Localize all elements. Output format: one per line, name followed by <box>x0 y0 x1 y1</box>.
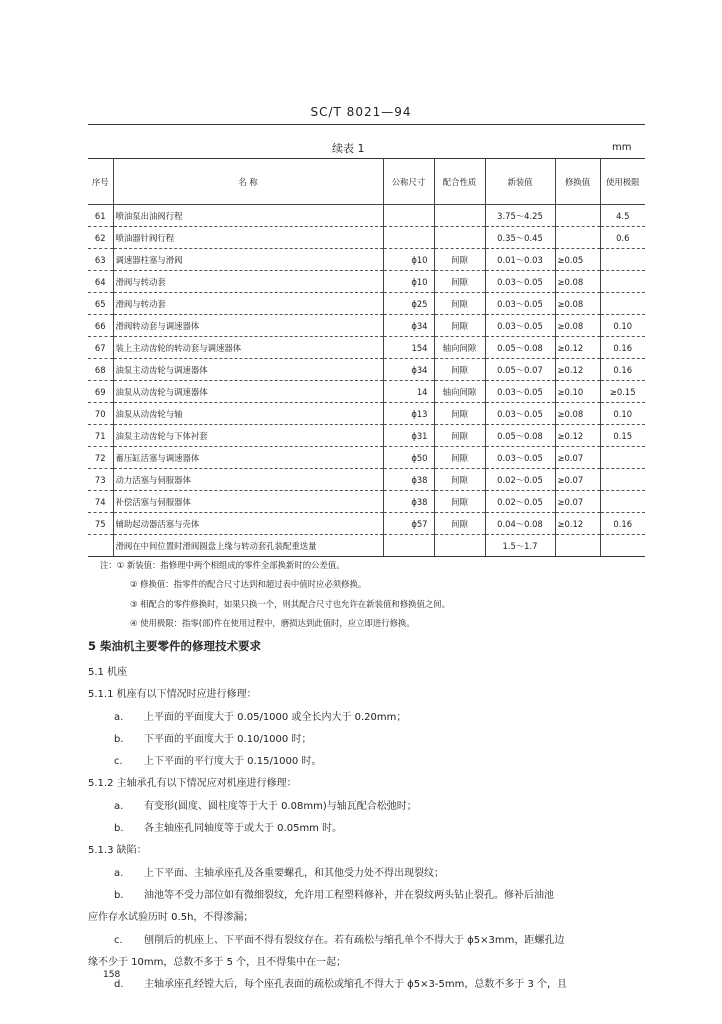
cell-new: 0.01～0.03 <box>485 249 555 271</box>
cell-repl: ≥0.07 <box>555 469 600 491</box>
table-row <box>88 227 645 249</box>
cell-name: 喷油泵出油阀行程 <box>113 205 383 227</box>
table-row <box>88 271 645 293</box>
cell-name: 油泵主动齿轮与调速器体 <box>113 359 383 381</box>
item-label: a. <box>114 867 124 879</box>
cell-size <box>383 205 434 227</box>
note-2: ② 修换值：指零件的配合尺寸达到和超过表中值时应必须修换。 <box>130 579 367 590</box>
cell-fit: 间隙 <box>434 403 485 425</box>
cell-limit: 0.16 <box>600 513 645 535</box>
cell-new: 0.03～0.05 <box>485 447 555 469</box>
cell-name: 滑阀在中间位置时滑阀圆盘上缘与转动套孔装配重迭量 <box>113 535 383 557</box>
list-item-continued <box>88 907 654 929</box>
table-row <box>88 381 645 403</box>
cell-size <box>383 227 434 249</box>
item-label: b. <box>114 889 124 901</box>
cell-no: 63 <box>88 249 113 271</box>
cell-limit: 0.16 <box>600 359 645 381</box>
cell-no: 73 <box>88 469 113 491</box>
table-row <box>88 447 645 469</box>
cell-name: 蓄压缸活塞与调速器体 <box>113 447 383 469</box>
cell-new: 3.75～4.25 <box>485 205 555 227</box>
table-row <box>88 513 645 535</box>
cell-fit: 轴向间隙 <box>434 381 485 403</box>
cell-no: 75 <box>88 513 113 535</box>
cell-repl: ≥0.05 <box>555 249 600 271</box>
cell-fit: 间隙 <box>434 513 485 535</box>
item-text: 上平面的平面度大于 0.05/1000 或全长内大于 0.20mm； <box>144 711 407 723</box>
col-header-fit: 配合性质 <box>434 159 485 205</box>
cell-name: 油泵从动齿轮与轴 <box>113 403 383 425</box>
cell-size: ϕ31 <box>383 425 434 447</box>
list-item <box>88 751 654 773</box>
note-1: 注：① 新装值：指修理中两个相组成的零件全部换新时的公差值。 <box>100 560 345 570</box>
table-row <box>88 491 645 513</box>
cell-repl <box>555 205 600 227</box>
standard-code: SC/T 8021—94 <box>310 105 412 119</box>
list-item <box>88 974 654 996</box>
cell-new: 0.05～0.07 <box>485 359 555 381</box>
cell-fit: 间隙 <box>434 469 485 491</box>
cell-size: ϕ34 <box>383 359 434 381</box>
col-header-repl: 修换值 <box>555 159 600 205</box>
cell-no: 74 <box>88 491 113 513</box>
cell-new: 0.02～0.05 <box>485 469 555 491</box>
list-item-continued <box>88 952 654 974</box>
cell-new: 0.05～0.08 <box>485 337 555 359</box>
cell-no: 62 <box>88 227 113 249</box>
table-row <box>88 425 645 447</box>
cell-fit: 间隙 <box>434 249 485 271</box>
cell-size: ϕ38 <box>383 491 434 513</box>
table-row <box>88 337 645 359</box>
list-item <box>88 818 654 840</box>
section-5-heading: 5 柴油机主要零件的修理技术要求 <box>88 639 262 653</box>
header-rule <box>88 124 645 125</box>
clause-5-1: 5.1 机座 <box>88 667 128 678</box>
cell-no: 65 <box>88 293 113 315</box>
cell-repl: ≥0.10 <box>555 381 600 403</box>
clause-5-1-2: 5.1.2 主轴承孔有以下情况应对机座进行修理： <box>88 778 297 790</box>
cell-no: 61 <box>88 205 113 227</box>
cell-fit: 间隙 <box>434 271 485 293</box>
cell-name: 喷油器针阀行程 <box>113 227 383 249</box>
cell-limit <box>600 535 645 557</box>
table-body <box>88 205 645 557</box>
col-header-size: 公称尺寸 <box>383 159 434 205</box>
item-text: 有变形(圆度、圆柱度等于大于 0.08mm)与轴瓦配合松弛时； <box>144 800 417 812</box>
item-text: 刨削后的机座上、下平面不得有裂纹存在。若有疏松与缩孔单个不得大于 ϕ5×3mm，距螺孔边 <box>144 934 565 946</box>
cell-size: ϕ10 <box>383 249 434 271</box>
cell-fit: 间隙 <box>434 491 485 513</box>
cell-no: 72 <box>88 447 113 469</box>
col-header-name: 名 称 <box>113 159 383 205</box>
cell-name: 油泵从动齿轮与调速器体 <box>113 381 383 403</box>
cell-no: 67 <box>88 337 113 359</box>
cell-new: 0.03～0.05 <box>485 271 555 293</box>
cell-fit: 间隙 <box>434 447 485 469</box>
cell-no: 70 <box>88 403 113 425</box>
cell-new: 0.05～0.08 <box>485 425 555 447</box>
cell-repl: ≥0.12 <box>555 337 600 359</box>
cell-new: 0.35～0.45 <box>485 227 555 249</box>
cell-repl: ≥0.12 <box>555 359 600 381</box>
item-label: a. <box>114 800 124 812</box>
cell-fit: 间隙 <box>434 359 485 381</box>
cell-size: ϕ25 <box>383 293 434 315</box>
table-row <box>88 403 645 425</box>
cell-size <box>383 535 434 557</box>
item-text: 上下平面、主轴承座孔及各重要螺孔，和其他受力处不得出现裂纹； <box>144 867 444 879</box>
cell-new: 1.5～1.7 <box>485 535 555 557</box>
cell-size: ϕ38 <box>383 469 434 491</box>
cell-fit <box>434 205 485 227</box>
cell-name: 动力活塞与伺服器体 <box>113 469 383 491</box>
cell-limit: 0.10 <box>600 315 645 337</box>
cell-repl <box>555 227 600 249</box>
cell-new: 0.04～0.08 <box>485 513 555 535</box>
cell-size: 154 <box>383 337 434 359</box>
cell-repl: ≥0.12 <box>555 513 600 535</box>
item-label: b. <box>114 733 124 745</box>
cell-no: 68 <box>88 359 113 381</box>
table-row <box>88 469 645 491</box>
cell-limit: 0.15 <box>600 425 645 447</box>
cell-new: 0.03～0.05 <box>485 381 555 403</box>
cell-fit <box>434 227 485 249</box>
table-row <box>88 293 645 315</box>
spec-table <box>88 158 645 557</box>
item-label: c. <box>114 756 123 768</box>
item-text: 下平面的平面度大于 0.10/1000 时； <box>144 733 312 745</box>
cell-limit <box>600 271 645 293</box>
col-header-no: 序号 <box>88 159 113 205</box>
cell-no: 66 <box>88 315 113 337</box>
cell-fit: 间隙 <box>434 425 485 447</box>
cell-limit <box>600 447 645 469</box>
cell-limit: ≥0.15 <box>600 381 645 403</box>
item-label: c. <box>114 934 123 946</box>
cell-no <box>88 535 113 557</box>
cell-size: ϕ50 <box>383 447 434 469</box>
cell-limit: 0.10 <box>600 403 645 425</box>
list-item <box>88 863 654 885</box>
cell-limit <box>600 293 645 315</box>
list-item <box>88 729 654 751</box>
item-label: b. <box>114 823 124 835</box>
cell-name: 滑阀与转动套 <box>113 293 383 315</box>
item-text: 上下平面的平行度大于 0.15/1000 时。 <box>144 756 322 768</box>
cell-new: 0.03～0.05 <box>485 315 555 337</box>
list-item <box>88 796 654 818</box>
cell-no: 69 <box>88 381 113 403</box>
col-header-new: 新装值 <box>485 159 555 205</box>
cell-name: 辅助起动器活塞与壳体 <box>113 513 383 535</box>
cell-size: ϕ34 <box>383 315 434 337</box>
cell-repl: ≥0.07 <box>555 491 600 513</box>
cell-name: 装上主动齿轮的转动套与调速器体 <box>113 337 383 359</box>
table-row <box>88 535 645 557</box>
list-item <box>88 885 654 907</box>
clause-5-1-3: 5.1.3 缺陷： <box>88 845 147 857</box>
cell-size: ϕ57 <box>383 513 434 535</box>
list-item <box>88 707 654 729</box>
cell-repl: ≥0.12 <box>555 425 600 447</box>
col-header-limit: 使用极限 <box>600 159 645 205</box>
table-row <box>88 315 645 337</box>
item-text: 油池等不受力部位如有微细裂纹，允许用工程塑料修补，并在裂纹两头钻止裂孔。修补后油池 <box>144 889 554 901</box>
cell-limit <box>600 249 645 271</box>
section-5-body <box>88 662 654 996</box>
item-text: 缘不少于 10mm，总数不多于 5 个，且不得集中在一起； <box>88 956 347 968</box>
cell-limit: 4.5 <box>600 205 645 227</box>
cell-new: 0.03～0.05 <box>485 293 555 315</box>
note-3: ③ 相配合的零件修换时，如果只换一个，则其配合尺寸也允许在新装值和修换值之间。 <box>130 598 451 609</box>
item-text: 各主轴座孔同轴度等于或大于 0.05mm 时。 <box>144 823 343 835</box>
cell-name: 滑阀与转动套 <box>113 271 383 293</box>
cell-repl: ≥0.08 <box>555 293 600 315</box>
item-label: a. <box>114 711 124 723</box>
cell-limit <box>600 491 645 513</box>
table-row <box>88 205 645 227</box>
cell-size: ϕ13 <box>383 403 434 425</box>
cell-new: 0.03～0.05 <box>485 403 555 425</box>
cell-fit: 轴向间隙 <box>434 337 485 359</box>
cell-size: 14 <box>383 381 434 403</box>
table-unit: mm <box>612 142 632 153</box>
note-4: ④ 使用极限：指零(部)件在使用过程中，磨损达到此值时，应立即进行修换。 <box>130 618 415 629</box>
item-text: 主轴承座孔经镗大后，每个座孔表面的疏松或缩孔不得大于 ϕ5×3-5mm，总数不多于 3 个，且 <box>144 979 568 991</box>
list-item <box>88 930 654 952</box>
cell-repl: ≥0.08 <box>555 315 600 337</box>
cell-limit: 0.6 <box>600 227 645 249</box>
cell-limit <box>600 469 645 491</box>
cell-name: 补偿活塞与伺服器体 <box>113 491 383 513</box>
table-notes <box>100 556 450 634</box>
cell-fit: 间隙 <box>434 293 485 315</box>
cell-repl: ≥0.07 <box>555 447 600 469</box>
table-row <box>88 359 645 381</box>
cell-name: 调速器柱塞与滑阀 <box>113 249 383 271</box>
cell-limit: 0.16 <box>600 337 645 359</box>
clause-5-1-1: 5.1.1 机座有以下情况时应进行修理： <box>88 689 257 701</box>
cell-fit: 间隙 <box>434 315 485 337</box>
cell-no: 64 <box>88 271 113 293</box>
table-header-row <box>88 159 645 205</box>
cell-repl: ≥0.08 <box>555 403 600 425</box>
cell-name: 油泵主动齿轮与下体衬套 <box>113 425 383 447</box>
cell-size: ϕ10 <box>383 271 434 293</box>
cell-name: 滑阀转动套与调速器体 <box>113 315 383 337</box>
item-text: 应作存水试验历时 0.5h，不得渗漏； <box>88 912 254 924</box>
cell-no: 71 <box>88 425 113 447</box>
page-number: 158 <box>103 970 121 980</box>
table-caption: 续表 1 <box>332 142 365 155</box>
cell-repl: ≥0.08 <box>555 271 600 293</box>
cell-repl <box>555 535 600 557</box>
cell-fit <box>434 535 485 557</box>
item-label: d. <box>114 979 124 991</box>
cell-new: 0.02～0.05 <box>485 491 555 513</box>
table-row <box>88 249 645 271</box>
